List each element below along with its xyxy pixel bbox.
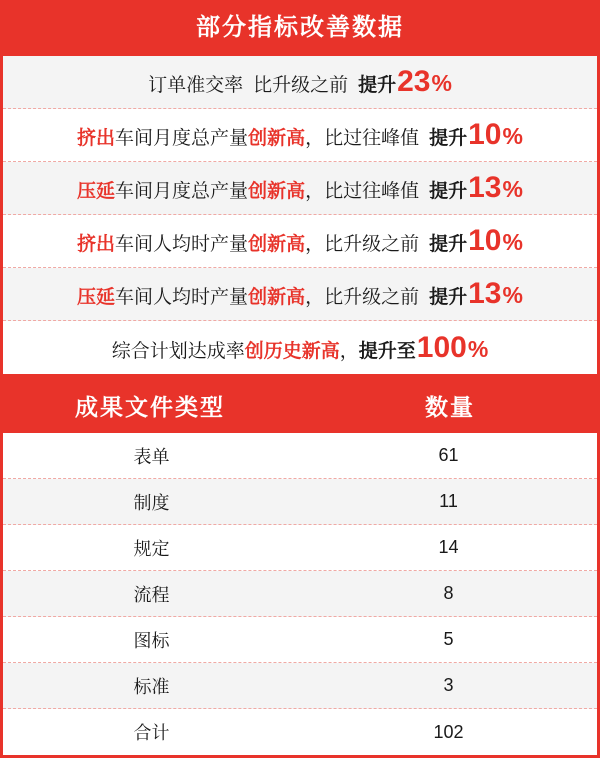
metric-comma: ， bbox=[339, 340, 359, 362]
metric-highlight: 创新高 bbox=[248, 234, 306, 255]
metric-improve-label: 提升 bbox=[358, 75, 397, 96]
table-row-total bbox=[3, 709, 597, 755]
metrics-section-title: 部分指标改善数据 bbox=[0, 0, 600, 56]
metric-subject: 综合计划达成率 bbox=[111, 340, 245, 362]
metric-highlight: 创历史新高 bbox=[244, 340, 340, 362]
metric-line bbox=[77, 173, 523, 203]
metric-improve-label: 提升至 bbox=[358, 340, 416, 362]
metric-comparison: 比升级之前 bbox=[324, 287, 420, 308]
metric-subject: 订单准交率 bbox=[148, 75, 244, 96]
file-count: 11 bbox=[439, 491, 458, 511]
table-row bbox=[3, 215, 597, 268]
column-header-count: 数量 bbox=[425, 393, 475, 420]
metric-workshop: 挤出 bbox=[77, 234, 116, 255]
metric-workshop: 压延 bbox=[77, 287, 116, 308]
metric-highlight: 创新高 bbox=[248, 128, 306, 149]
table-row bbox=[3, 56, 597, 109]
table-row bbox=[3, 525, 597, 571]
metric-comparison: 比过往峰值 bbox=[324, 128, 420, 149]
table-row bbox=[3, 663, 597, 709]
metric-unit: % bbox=[502, 229, 523, 255]
table-row bbox=[3, 109, 597, 162]
metric-improve-label: 提升 bbox=[429, 128, 468, 149]
table-row bbox=[3, 162, 597, 215]
metric-comma: ， bbox=[305, 128, 325, 149]
metric-unit: % bbox=[502, 123, 523, 149]
metric-unit: % bbox=[431, 70, 452, 96]
column-header-type: 成果文件类型 bbox=[75, 393, 225, 420]
metric-comma: ， bbox=[305, 287, 325, 308]
file-count: 102 bbox=[433, 721, 464, 742]
metric-workshop: 压延 bbox=[77, 181, 116, 202]
metric-comparison: 比升级之前 bbox=[324, 234, 420, 255]
metric-highlight: 创新高 bbox=[248, 287, 306, 308]
file-count: 3 bbox=[443, 675, 454, 695]
metric-line bbox=[77, 120, 523, 150]
metric-subject: 车间人均时产量 bbox=[115, 287, 249, 308]
metric-subject: 车间人均时产量 bbox=[115, 234, 249, 255]
file-type: 标准 bbox=[133, 676, 170, 697]
file-count: 8 bbox=[443, 583, 454, 603]
metric-improve-label: 提升 bbox=[429, 181, 468, 202]
metric-value: 10 bbox=[468, 224, 502, 257]
metric-comma: ， bbox=[305, 234, 325, 255]
metric-line bbox=[111, 330, 489, 364]
files-table-header bbox=[0, 377, 600, 433]
metric-line bbox=[148, 67, 452, 97]
metric-subject: 车间月度总产量 bbox=[115, 181, 249, 202]
metric-value: 13 bbox=[468, 277, 502, 310]
metric-unit: % bbox=[502, 176, 523, 202]
metric-value: 23 bbox=[397, 65, 431, 98]
metric-comma: ， bbox=[305, 181, 325, 202]
metric-line bbox=[77, 226, 523, 256]
table-row bbox=[3, 433, 597, 479]
table-row bbox=[3, 479, 597, 525]
metric-value: 13 bbox=[468, 171, 502, 204]
file-type: 图标 bbox=[133, 630, 170, 651]
file-type: 流程 bbox=[133, 584, 170, 605]
metric-highlight: 创新高 bbox=[248, 181, 306, 202]
file-type: 制度 bbox=[133, 492, 170, 513]
table-row bbox=[3, 268, 597, 321]
metrics-table bbox=[0, 56, 600, 377]
metric-comparison: 比升级之前 bbox=[253, 75, 349, 96]
table-row bbox=[3, 571, 597, 617]
metric-line bbox=[77, 279, 523, 309]
file-type: 规定 bbox=[133, 538, 170, 559]
file-type: 合计 bbox=[133, 723, 170, 743]
table-row bbox=[3, 321, 597, 374]
files-table bbox=[0, 433, 600, 758]
file-type: 表单 bbox=[133, 446, 170, 467]
metric-workshop: 挤出 bbox=[77, 128, 116, 149]
table-row bbox=[3, 617, 597, 663]
file-count: 5 bbox=[443, 629, 454, 649]
file-count: 14 bbox=[438, 537, 459, 557]
metric-value: 100 bbox=[416, 330, 467, 364]
file-count: 61 bbox=[438, 445, 459, 465]
metric-improve-label: 提升 bbox=[429, 287, 468, 308]
metric-improve-label: 提升 bbox=[429, 234, 468, 255]
metric-unit: % bbox=[502, 282, 523, 308]
metric-subject: 车间月度总产量 bbox=[115, 128, 249, 149]
metric-unit: % bbox=[467, 335, 489, 362]
metric-value: 10 bbox=[468, 118, 502, 151]
metric-comparison: 比过往峰值 bbox=[324, 181, 420, 202]
